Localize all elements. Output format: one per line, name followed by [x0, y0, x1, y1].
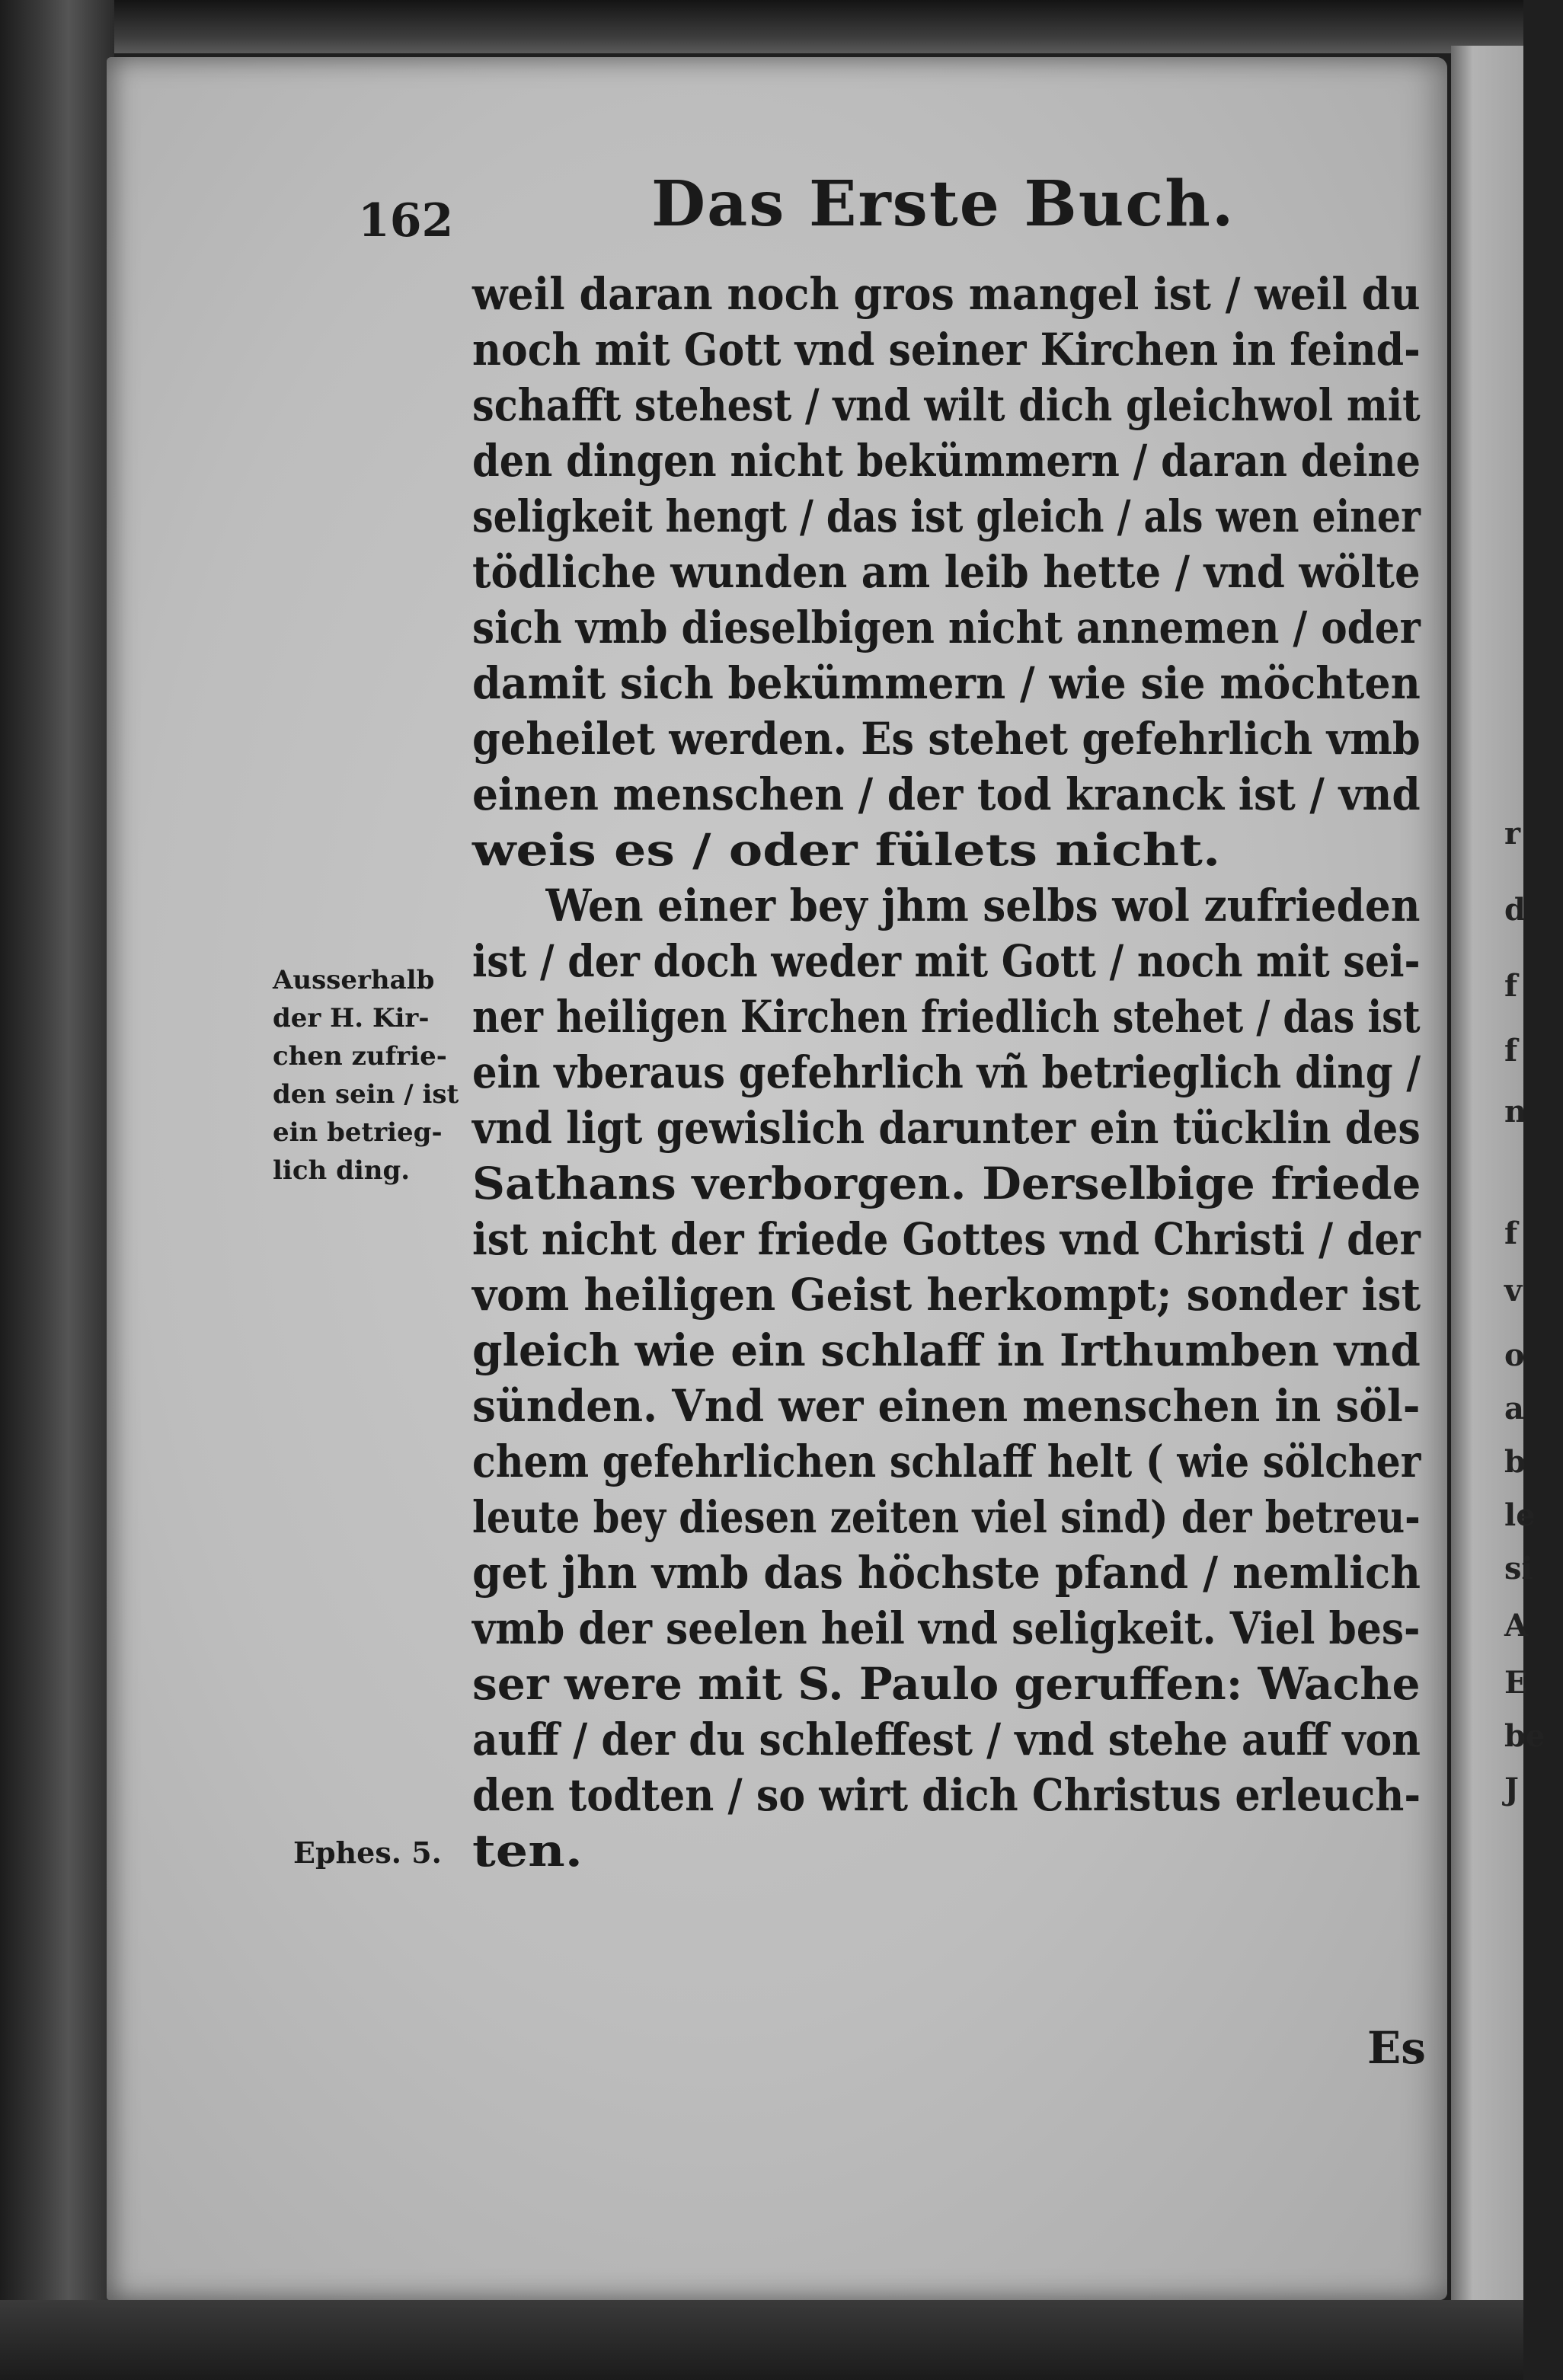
bleed-glyph: J [1504, 1771, 1519, 1807]
paragraph-start-line: Wen einer bey jhm selbs wol zufrieden [545, 880, 1421, 931]
text-line: geheilet werden. Es stehet gefehrlich vmb [472, 713, 1421, 765]
text-line: ein vberaus gefehrlich vñ betrieglich ding / [472, 1046, 1421, 1098]
text-line: gleich wie ein schlaff in Irthumben vnd [472, 1324, 1421, 1376]
text-line: noch mit Gott vnd seiner Kirchen in feind- [472, 324, 1421, 375]
body-text [472, 267, 1421, 1879]
text-line: weis es / oder fülets nicht. [472, 824, 1221, 876]
marginal-note-line: der H. Kir- [273, 1003, 430, 1033]
bleed-glyph: b [1504, 1444, 1526, 1480]
marginal-note-line: den sein / ist [273, 1079, 459, 1110]
book-top-edge [0, 0, 1523, 53]
text-line: sünden. Vnd wer einen menschen in söl- [472, 1380, 1421, 1432]
text-line: den dingen nicht bekümmern / daran deine [472, 435, 1421, 487]
next-page-edge [1451, 46, 1545, 2300]
marginal-note-line: ein betrieg- [273, 1117, 443, 1148]
bleed-glyph: f [1504, 1033, 1518, 1069]
text-line: vom heiligen Geist herkompt; sonder ist [472, 1269, 1421, 1321]
text-line: sich vmb dieselbigen nicht annemen / oder [472, 602, 1421, 653]
text-line: tödliche wunden am leib hette / vnd wölte [472, 546, 1421, 598]
text-line: seligkeit hengt / das ist gleich / als wen einer [472, 490, 1421, 542]
bleed-glyph: v [1504, 1273, 1523, 1308]
text-line: ist / der doch weder mit Gott / noch mit sei- [472, 935, 1421, 987]
text-line: schafft stehest / vnd wilt dich gleichwol mit [472, 379, 1421, 431]
running-head: Das Erste Buch. [651, 168, 1235, 241]
marginal-note-line: lich ding. [273, 1155, 411, 1186]
bleed-glyph: f [1504, 1216, 1518, 1251]
bleed-glyph: r [1504, 816, 1521, 851]
bleed-glyph: o [1504, 1337, 1525, 1373]
bleed-glyph: f [1504, 968, 1518, 1004]
text-line: weil daran noch gros mangel ist / weil du [472, 268, 1421, 320]
bleed-glyph: d [1504, 892, 1526, 928]
book-binding-edge [0, 0, 114, 2380]
marginal-note [273, 961, 494, 1190]
text-line: vmb der seelen heil vnd seligkeit. Viel bes- [472, 1602, 1421, 1654]
bleed-glyph: be [1504, 1718, 1545, 1754]
text-line: ner heiligen Kirchen friedlich stehet / das ist [472, 991, 1421, 1043]
text-line: damit sich bekümmern / wie sie möchten [472, 657, 1421, 709]
text-line: auff / der du schleffest / vnd stehe auff von [472, 1714, 1421, 1765]
marginal-note-line: Ausserhalb [273, 965, 435, 995]
bleed-glyph: si [1504, 1551, 1533, 1586]
text-line: ist nicht der friede Gottes vnd Christi / der [472, 1213, 1421, 1265]
text-line: einen menschen / der tod kranck ist / vnd [472, 768, 1421, 820]
text-line: ten. [472, 1825, 583, 1877]
text-line: den todten / so wirt dich Christus erleuch- [472, 1769, 1421, 1821]
text-line: get jhn vmb das höchste pfand / nemlich [472, 1547, 1421, 1599]
marginal-note-line: chen zufrie- [273, 1041, 447, 1072]
text-line: leute bey diesen zeiten viel sind) der betreu- [472, 1491, 1421, 1543]
bleed-glyph: le [1504, 1497, 1536, 1533]
text-line: Sathans verborgen. Derselbige friede [472, 1158, 1421, 1209]
bleed-glyph: n [1504, 1094, 1527, 1129]
page-number: 162 [358, 194, 454, 248]
text-line: vnd ligt gewislich darunter ein tücklin des [472, 1102, 1421, 1154]
text-line: chem gefehrlichen schlaff helt ( wie sölcher [472, 1436, 1421, 1487]
bleed-glyph: a [1504, 1391, 1524, 1426]
text-line: ser were mit S. Paulo geruffen: Wache [472, 1658, 1421, 1710]
book-bottom-edge [0, 2300, 1523, 2380]
bleed-glyph: E [1504, 1665, 1528, 1701]
catchword: Es [1367, 2022, 1426, 2074]
marginal-reference: Ephes. 5. [293, 1835, 442, 1870]
bleed-glyph: A [1504, 1608, 1529, 1644]
